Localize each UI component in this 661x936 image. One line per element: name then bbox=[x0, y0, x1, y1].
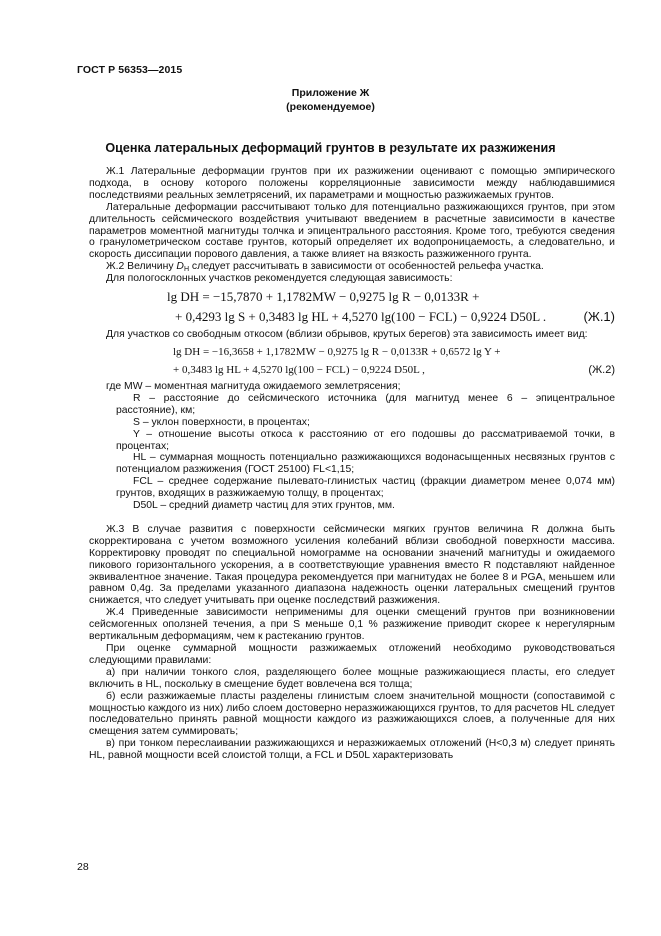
equation-zh2-line2: + 0,3483 lg HL + 4,5270 lg(100 − FCL) − 0,9224 D50L , bbox=[173, 363, 425, 376]
paragraph-free-face: Для участков со свободным откосом (вблизи обрывов, крутых берегов) эта зависимость имеет вид: bbox=[106, 329, 588, 341]
definition-y: Y – отношение высоты откоса к расстоянию от его подошвы до рассматриваемой точки, в процентах; bbox=[116, 428, 615, 452]
paragraph-zh4: Ж.4 Приведенные зависимости неприменимы для оценки смещений грунтов при возникновении сейсмогенных оползней течения, а при S меньше 0,1 % разжижение приводит скорее к нерегулярным вертикальным деформациям, чем к растеканию грунтов. bbox=[89, 607, 615, 643]
definition-d50l: D50L – средний диаметр частиц для этих грунтов, мм. bbox=[133, 500, 395, 512]
zh2-symbol: D bbox=[176, 261, 184, 273]
standard-designation: ГОСТ Р 56353—2015 bbox=[77, 64, 183, 76]
definition-fcl: FCL – среднее содержание пылевато-глинистых частиц (фракции диаметром менее 0,074 мм) грунтов, входящих в разжижаемую толщу, в процентах; bbox=[116, 476, 615, 500]
equation-zh1-line1: lg DH = −15,7870 + 1,1782MW − 0,9275 lg R − 0,0133R + bbox=[167, 289, 480, 305]
section-spacer bbox=[89, 512, 615, 524]
paragraph-thickness-rules: При оценке суммарной мощности разжижаемых отложений необходимо руководствоваться следующими правилами: bbox=[89, 643, 615, 666]
equation-zh2 bbox=[89, 343, 615, 379]
paragraph-zh1: Ж.1 Латеральные деформации грунтов при их разжижении оценивают с помощью эмпирического подхода, в основу которого положены корреляционные зависимости между наблюдавшимися последствиями реальных землетрясений, их параметрами и мощностью разжижаемых грунтов. bbox=[89, 166, 615, 201]
rule-b: б) если разжижаемые пласты разделены глинистым слоем значительной мощности (сопоставимой с мощностью каждого из них) либо слоем достоверно неразжижающихся грунтов, то для расчетов HL следует последовательно принять равной мощности каждого из разжижающихся слоев, а полученные для них смещения затем суммировать; bbox=[89, 690, 615, 738]
body-text bbox=[89, 166, 615, 762]
definition-hl: HL – суммарная мощность потенциально разжижающихся водонасыщенных несвязных грунтов с потенциалом разжижения (ГОСТ 25100) FL<1,15; bbox=[116, 452, 615, 476]
paragraph-zh2 bbox=[89, 261, 615, 273]
zh2-symbol-sub: H bbox=[183, 266, 190, 274]
paragraph-lateral: Латеральные деформации рассчитывают только для потенциально разжижающихся грунтов, при этом длительность сейсмического воздействия учитывают введением в расчетные зависимости в качестве параметров моментной магнитуды толчка и эпицентрального расстояния. Кроме того, требуются сведения о гранулометрическом составе грунтов, который определяет их водопроницаемость, а следовательно, и скорость диссипации порового давления, а также влияет на вязкость разжиженного грунта. bbox=[89, 201, 615, 261]
paragraph-gentle-slopes: Для пологосклонных участков рекомендуется следующая зависимость: bbox=[106, 273, 453, 285]
definition-mw: где MW – моментная магнитуда ожидаемого землетрясения; bbox=[106, 380, 401, 392]
paragraph-zh3: Ж.3 В случае развития с поверхности сейсмически мягких грунтов величина R должна быть скорректирована с учетом возможного усиления колебаний вблизи свободной поверхности массива. Корректировку проводят по специальной номограмме на основании значений магнитуды и ожидаемого пикового горизонтального ускорения, а в соответствующие уравнения вместо R подставляют найденное эквивалентное значение. Такая процедура рекомендуется при магнитудах не более 8 и PGA, меньшем или равном 0,4g. За пределами указанного диапазона надежность оценки латеральных смещений грунтов снижается, что следует учитывать при оценке последствий разжижения. bbox=[89, 523, 615, 607]
appendix-title: Приложение Ж bbox=[291, 87, 370, 99]
page-number: 28 bbox=[77, 861, 89, 873]
document-title: Оценка латеральных деформаций грунтов в результате их разжижения bbox=[105, 141, 556, 155]
zh2-text-end: следует рассчитывать в зависимости от особенностей рельефа участка. bbox=[189, 261, 544, 273]
equation-zh1 bbox=[89, 287, 615, 327]
equation-zh1-number: (Ж.1) bbox=[583, 309, 615, 325]
definition-r: R – расстояние до сейсмического источника (для магнитуд менее 6 – эпицентральное расстояние), км; bbox=[116, 392, 615, 416]
zh2-text-start: Ж.2 Величину bbox=[106, 261, 177, 273]
equation-zh2-number: (Ж.2) bbox=[588, 363, 615, 376]
equation-zh2-line1: lg DH = −16,3658 + 1,1782MW − 0,9275 lg R − 0,0133R + 0,6572 lg Y + bbox=[173, 345, 501, 358]
appendix-status: (рекомендуемое) bbox=[286, 101, 375, 113]
rule-a: а) при наличии тонкого слоя, разделяющего более мощные разжижающиеся пласты, его следует включить в HL, поскольку в смещение будет вовлечена вся толща; bbox=[89, 666, 615, 690]
rule-c: в) при тонком переслаивании разжижающихся и неразжижаемых отложений (H<0,3 м) следует принять HL, равной мощности всей слоистой толщи, а FCL и D50L характеризовать bbox=[89, 738, 615, 762]
definition-s: S – уклон поверхности, в процентах; bbox=[133, 416, 310, 428]
equation-zh1-line2: + 0,4293 lg S + 0,3483 lg HL + 4,5270 lg(100 − FCL) − 0,9224 D50L . bbox=[175, 309, 547, 325]
